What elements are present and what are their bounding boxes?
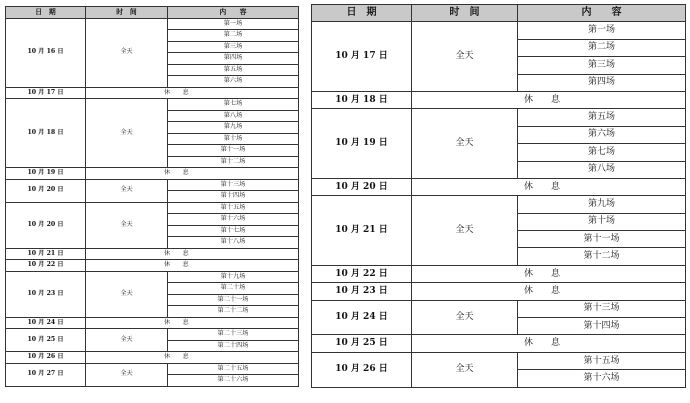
session-cell: 第十一场 [518,231,686,248]
header-date: 日 期 [6,7,86,19]
session-cell: 第二十四场 [168,340,299,352]
table-row-session [312,22,686,39]
table-row-rest-day [6,87,299,99]
session-cell: 第七场 [168,99,299,111]
table-row-rest-day [312,91,686,108]
table-row-rest-day [6,260,299,272]
session-cell: 第二十二场 [168,306,299,318]
session-cell: 第二场 [168,30,299,42]
session-cell: 第十三场 [168,179,299,191]
table-row-session [6,202,299,214]
table-row-session [6,18,299,30]
header-content: 内 容 [168,7,299,19]
date-cell: 10 月 19 日 [6,168,86,180]
table-row-rest-day [6,317,299,329]
session-cell: 第十二场 [518,248,686,265]
session-cell: 第九场 [518,196,686,213]
session-cell: 第四场 [518,74,686,91]
table-row-session [6,99,299,111]
session-cell: 第二十场 [168,283,299,295]
session-cell: 第三场 [518,57,686,74]
session-cell: 第十三场 [518,300,686,317]
date-cell: 10 月 21 日 [312,196,412,266]
table-row-session [312,300,686,317]
date-cell: 10 月 18 日 [312,91,412,108]
session-cell: 第十七场 [168,225,299,237]
table-row-rest-day [6,352,299,364]
time-cell: 全天 [86,363,168,386]
rest-cell: 休 息 [412,335,686,352]
date-cell: 10 月 21 日 [6,248,86,260]
session-cell: 第一场 [168,18,299,30]
table-row-rest-day [312,265,686,282]
header-content: 内 容 [518,5,686,22]
date-cell: 10 月 23 日 [6,271,86,317]
time-cell: 全天 [86,99,168,168]
table-row-session [312,196,686,213]
time-cell: 全天 [86,179,168,202]
session-cell: 第十六场 [518,370,686,387]
session-cell: 第十二场 [168,156,299,168]
rest-cell: 休 息 [86,260,299,272]
session-cell: 第十八场 [168,237,299,249]
schedule-table-right [311,4,686,388]
date-cell: 10 月 26 日 [312,352,412,387]
rest-cell: 休 息 [86,352,299,364]
table-row-rest-day [6,248,299,260]
rest-cell: 休 息 [412,91,686,108]
table-row-session [6,271,299,283]
table-row-session [312,352,686,369]
date-cell: 10 月 23 日 [312,283,412,300]
date-cell: 10 月 27 日 [6,363,86,386]
time-cell: 全天 [86,18,168,87]
session-cell: 第六场 [168,76,299,88]
session-cell: 第九场 [168,122,299,134]
rest-cell: 休 息 [412,283,686,300]
time-cell: 全天 [86,202,168,248]
table-row-session [312,109,686,126]
session-cell: 第十场 [518,213,686,230]
session-cell: 第十一场 [168,145,299,157]
table-row-rest-day [312,335,686,352]
session-cell: 第十五场 [518,352,686,369]
session-cell: 第十九场 [168,271,299,283]
rest-cell: 休 息 [412,178,686,195]
date-cell: 10 月 24 日 [6,317,86,329]
time-cell: 全天 [86,329,168,352]
session-cell: 第十四场 [518,318,686,335]
table-row-session [6,363,299,375]
session-cell: 第十场 [168,133,299,145]
rest-cell: 休 息 [86,248,299,260]
session-cell: 第二场 [518,39,686,56]
session-cell: 第八场 [518,161,686,178]
session-cell: 第三场 [168,41,299,53]
time-cell: 全天 [86,271,168,317]
session-cell: 第四场 [168,53,299,65]
date-cell: 10 月 20 日 [6,179,86,202]
header-date: 日 期 [312,5,412,22]
session-cell: 第五场 [168,64,299,76]
date-cell: 10 月 17 日 [6,87,86,99]
time-cell: 全天 [412,109,518,179]
time-cell: 全天 [412,352,518,387]
session-cell: 第七场 [518,144,686,161]
schedule-table-left [5,6,299,387]
session-cell: 第二十一场 [168,294,299,306]
rest-cell: 休 息 [86,168,299,180]
date-cell: 10 月 25 日 [312,335,412,352]
date-cell: 10 月 25 日 [6,329,86,352]
session-cell: 第六场 [518,126,686,143]
date-cell: 10 月 26 日 [6,352,86,364]
session-cell: 第十五场 [168,202,299,214]
time-cell: 全天 [412,196,518,266]
rest-cell: 休 息 [412,265,686,282]
session-cell: 第一场 [518,22,686,39]
date-cell: 10 月 20 日 [312,178,412,195]
rest-cell: 休 息 [86,317,299,329]
time-cell: 全天 [412,300,518,335]
schedule-body-left [6,18,299,386]
date-cell: 10 月 22 日 [6,260,86,272]
table-row-session [6,329,299,341]
header-time: 时 间 [86,7,168,19]
date-cell: 10 月 19 日 [312,109,412,179]
table-header-row [312,5,686,22]
session-cell: 第十四场 [168,191,299,203]
rest-cell: 休 息 [86,87,299,99]
time-cell: 全天 [412,22,518,92]
session-cell: 第八场 [168,110,299,122]
table-row-session [6,179,299,191]
session-cell: 第五场 [518,109,686,126]
date-cell: 10 月 16 日 [6,18,86,87]
date-cell: 10 月 18 日 [6,99,86,168]
session-cell: 第二十六场 [168,375,299,387]
session-cell: 第十六场 [168,214,299,226]
table-row-rest-day [312,283,686,300]
date-cell: 10 月 20 日 [6,202,86,248]
session-cell: 第二十五场 [168,363,299,375]
session-cell: 第二十三场 [168,329,299,341]
header-time: 时 间 [412,5,518,22]
schedule-body-right [312,22,686,387]
date-cell: 10 月 24 日 [312,300,412,335]
table-row-rest-day [312,178,686,195]
table-header-row [6,7,299,19]
table-row-rest-day [6,168,299,180]
date-cell: 10 月 17 日 [312,22,412,92]
date-cell: 10 月 22 日 [312,265,412,282]
